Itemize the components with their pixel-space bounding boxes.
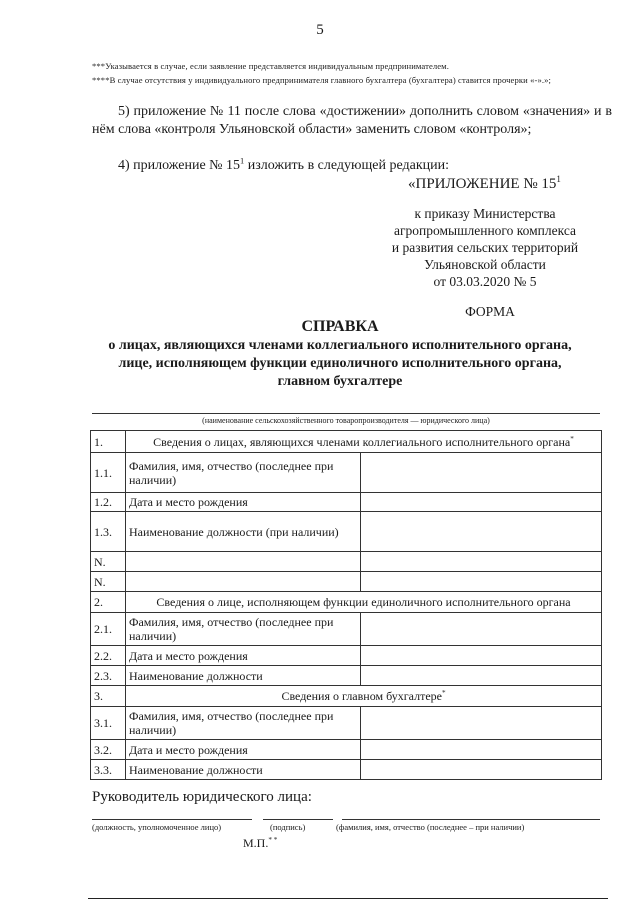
row-number: 3. [91,686,126,707]
table-row [91,592,602,613]
table-row [91,707,602,740]
row-number: 2.2. [91,646,126,666]
order-line: от 03.03.2020 № 5 [433,274,537,289]
row-label: Фамилия, имя, отчество (последнее при наличии) [126,707,361,740]
row-value-cell [361,740,602,760]
table-row [91,740,602,760]
row-value-cell [361,552,602,572]
doc-subtitle-1: о лицах, являющихся членами коллегиального исполнительного органа, [108,338,572,353]
paragraph-item-4-sup: 1 [240,156,245,166]
paragraph-item-4-tail: изложить в следующей редакции: [244,158,450,173]
row-number: 3.2. [91,740,126,760]
row-label: Дата и место рождения [126,646,361,666]
info-table [90,430,602,780]
signature-label: Руководитель юридического лица: [92,789,312,805]
table-row [91,572,602,592]
row-value-cell [361,453,602,493]
doc-subtitle-2: лице, исполняющем функции единоличного исполнительного органа, [118,356,562,371]
row-label: Дата и место рождения [126,493,361,512]
row-label: Дата и место рождения [126,740,361,760]
stamp-place-sup: * * [268,836,278,844]
section-header-text: Сведения о лицах, являющихся членами коллегиального исполнительного органа [153,434,571,449]
row-number: 1.3. [91,512,126,552]
row-label: Наименование должности (при наличии) [126,512,361,552]
order-reference [370,205,600,290]
paragraph-item-5: 5) приложение № 11 после слова «достижении» дополнить словом «значения» и в нём слова «контроля Ульяновской области» заменить словом «контроля»; [92,104,612,137]
row-label: Наименование должности [126,760,361,780]
section-header [126,431,602,453]
row-number: 2.3. [91,666,126,686]
table-row [91,431,602,453]
row-value-cell [361,572,602,592]
form-label: ФОРМА [465,304,515,319]
position-line [92,819,252,820]
row-label: Наименование должности [126,666,361,686]
table-row [91,760,602,780]
section-header-text: Сведения о главном бухгалтере [281,689,442,703]
row-number: 2.1. [91,613,126,646]
row-value-cell [361,613,602,646]
doc-subtitle-3: главном бухгалтере [277,374,403,389]
footnote-4: ****В случае отсутствия у индивидуального предпринимателя главного бухгалтера (бухгалтера) ставится прочерки «-».»; [92,75,551,85]
name-caption: (фамилия, имя, отчество (последнее – при наличии) [336,822,525,832]
position-caption: (должность, уполномоченное лицо) [92,822,222,832]
sign-line [263,819,333,820]
name-line [342,819,600,820]
bottom-rule [88,898,608,899]
section-header-sup: * [570,434,574,443]
page-number: 5 [316,22,324,38]
table-row [91,552,602,572]
row-number: N. [91,572,126,592]
stamp-place [243,836,277,851]
section-header: Сведения о лице, исполняющем функции единоличного исполнительного органа [126,592,602,613]
row-value-cell [361,666,602,686]
row-number: 1. [91,431,126,453]
order-line: Ульяновской области [424,257,546,272]
org-name-caption: (наименование сельскохозяйственного товаропроизводителя — юридического лица) [202,416,490,425]
org-name-line [92,413,600,414]
row-number: N. [91,552,126,572]
row-value-cell [361,707,602,740]
row-value-cell [361,760,602,780]
sign-caption: (подпись) [270,822,306,832]
row-value-cell [361,512,602,552]
order-line: к приказу Министерства [414,206,556,221]
order-line: агропромышленного комплекса [394,223,576,238]
doc-title: СПРАВКА [301,318,379,335]
appendix-title-sup: 1 [556,174,561,184]
stamp-place-text: М.П. [243,836,269,850]
table-row [91,512,602,552]
paragraph-item-4 [92,157,612,175]
section-header [126,686,602,707]
row-number: 1.2. [91,493,126,512]
table-row [91,493,602,512]
row-value-cell [361,646,602,666]
row-number: 2. [91,592,126,613]
row-number: 3.1. [91,707,126,740]
paragraph-item-4-text: 4) приложение № 15 [118,158,241,173]
appendix-title-text: «ПРИЛОЖЕНИЕ № 15 [408,176,557,192]
row-value-cell [361,493,602,512]
row-label [126,552,361,572]
footnote-3: ***Указывается в случае, если заявление представляется индивидуальным предпринимателем. [92,61,449,71]
table-row [91,646,602,666]
row-number: 3.3. [91,760,126,780]
order-line: и развития сельских территорий [391,240,579,255]
row-number: 1.1. [91,453,126,493]
row-label: Фамилия, имя, отчество (последнее при наличии) [126,613,361,646]
section-header-sup: * [441,689,446,697]
table-row [91,453,602,493]
row-label [126,572,361,592]
table-row [91,686,602,707]
row-label: Фамилия, имя, отчество (последнее при наличии) [126,453,361,493]
table-row [91,613,602,646]
table-row [91,666,602,686]
appendix-title [408,176,561,193]
